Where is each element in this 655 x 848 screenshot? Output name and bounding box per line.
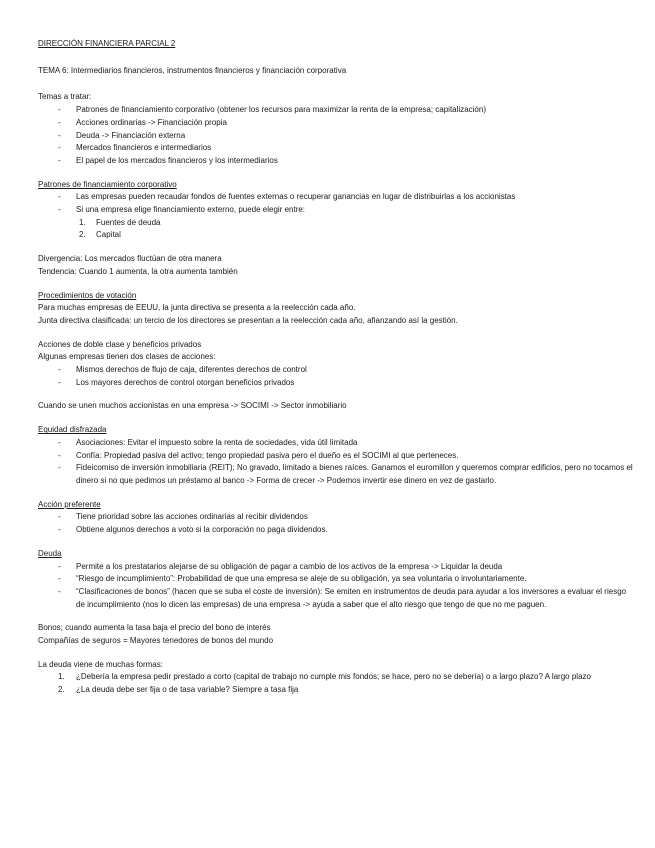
seguros-line: Compañías de seguros = Mayores tenedores de bonos del mundo [38, 636, 274, 646]
item-number: 2. [58, 685, 65, 695]
list-item: - Fideicomiso de inversión inmobiliaria (REIT): No gravado, limitado a bienes raíces. Ganamos el euromillon y queremos comprar edificios, pero no tocamos el dinero si no que pedimos un préstamo al banco -> Forma de crecer -> Podemos invertir ese dinero en vez de gastarlo. [38, 462, 636, 487]
equidad-list [38, 437, 633, 488]
socimi-line: Cuando se unen muchos accionistas en una empresa -> SOCIMI -> Sector inmobiliario [38, 401, 347, 411]
equidad-heading: Equidad disfrazada [38, 425, 107, 435]
votacion-line: Junta directiva clasificada: un tercio de los directores se presentan a la reelección cada año, afianzando así la gestión. [38, 315, 458, 325]
list-item: - Los mayores derechos de control otorgan beneficios privados [38, 377, 628, 390]
item-number: 2. [79, 230, 86, 240]
votacion-line: Para muchas empresas de EEUU, la junta directiva se presenta a la reelección cada año. [38, 303, 356, 313]
list-item: - Acciones ordinarias -> Financiación propia [38, 117, 628, 130]
list-item [38, 217, 628, 230]
list-item: - Confía: Propiedad pasiva del activo; tengo propiedad pasiva pero el dueño es el SOCIMI al que perteneces. [38, 450, 628, 463]
tendencia-line: Tendencia: Cuando 1 aumenta, la otra aumenta también [38, 266, 238, 276]
doble-line: Algunas empresas tienen dos clases de acciones: [38, 352, 216, 362]
doble-heading: Acciones de doble clase y beneficios privados [38, 339, 202, 349]
item-number: 1. [79, 217, 86, 227]
bonos-line: Bonos; cuando aumenta la tasa baja el precio del bono de interés [38, 623, 271, 633]
list-item: - “Riesgo de incumplimiento”: Probabilidad de que una empresa se aleje de su obligación, ya sea voluntaria o involuntariamente. [38, 573, 636, 586]
list-item: - El papel de los mercados financieros y los intermediarios [38, 155, 628, 168]
formas-heading: La deuda viene de muchas formas: [38, 659, 163, 669]
votacion-heading: Procedimientos de votación [38, 290, 137, 300]
document-page [38, 38, 633, 697]
list-item [38, 684, 628, 697]
list-item: - Deuda -> Financiación externa [38, 130, 628, 143]
list-item: - “Clasificaciones de bonos” (hacen que se suba el coste de inversión): Se emiten en instrumentos de deuda para ayudar a los inversores a evaluar el riesgo de incumplimiento (nos lo dicen las empresas) de una empresa -> ayuda a saber que el alto riesgo que tengo de que no me paguen. [38, 586, 636, 611]
preferente-heading: Acción preferente [38, 499, 101, 509]
preferente-list [38, 511, 628, 536]
item-number: 1. [58, 672, 65, 682]
list-item: - Mercados financieros e intermediarios [38, 142, 628, 155]
divergencia-line: Divergencia: Los mercados fluctúan de otra manera [38, 254, 222, 264]
item-text: ¿La deuda debe ser fija o de tasa variable? Siempre a tasa fija [76, 685, 299, 695]
temas-list [38, 104, 628, 168]
list-item: - Si una empresa elige financiamiento externo, puede elegir entre: [38, 204, 628, 217]
document-title: DIRECCIÓN FINANCIERA PARCIAL 2 [38, 39, 176, 48]
formas-list [38, 671, 628, 696]
list-item: - Permite a los prestatarios alejarse de su obligación de pagar a cambio de los activos de la empresa -> Liquidar la deuda [38, 561, 628, 574]
list-item: - Las empresas pueden recaudar fondos de fuentes externas o recuperar ganancias en lugar de distribuirlas a los accionistas [38, 191, 628, 204]
list-item: - Obtiene algunos derechos a voto si la corporación no paga dividendos. [38, 524, 628, 537]
patrones-list [38, 191, 628, 216]
item-text: ¿Debería la empresa pedir prestado a corto (capital de trabajo no cumple mis fondos; se hace, pero no se debería) o a largo plazo? A largo plazo [76, 672, 591, 682]
patrones-sublist [38, 217, 628, 242]
patrones-heading: Patrones de financiamiento corporativo [38, 179, 177, 189]
deuda-heading: Deuda [38, 548, 62, 558]
doble-list [38, 364, 628, 389]
list-item: - Tiene prioridad sobre las acciones ordinarias al recibir dividendos [38, 511, 628, 524]
list-item: - Patrones de financiamiento corporativo (obtener los recursos para maximizar la renta de la empresa; capitalización) [38, 104, 628, 117]
list-item: - Mismos derechos de flujo de caja, diferentes derechos de control [38, 364, 628, 377]
deuda-list [38, 561, 628, 612]
list-item [38, 671, 636, 684]
item-text: Capital [96, 230, 121, 240]
list-item [38, 229, 628, 242]
list-item: - Asociaciones: Evitar el impuesto sobre la renta de sociedades, vida útil limitada [38, 437, 628, 450]
temas-heading: Temas a tratar: [38, 92, 92, 102]
tema-heading: TEMA 6: Intermediarios financieros, instrumentos financieros y financiación corporativa [38, 65, 347, 75]
item-text: Fuentes de deuda [96, 217, 161, 227]
